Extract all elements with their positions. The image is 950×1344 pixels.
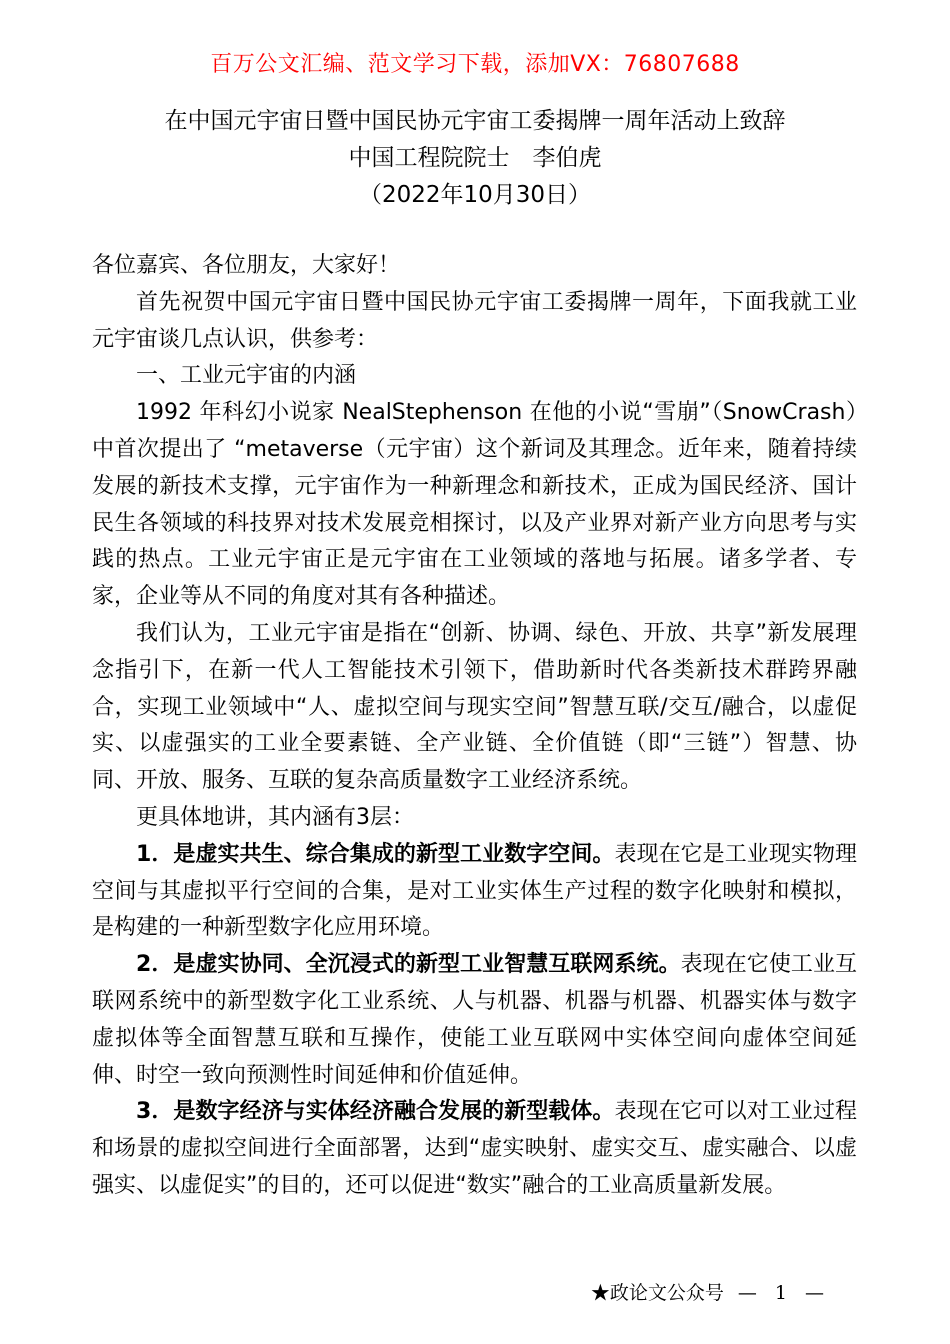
footer-brand: ★政论文公众号	[590, 1282, 724, 1304]
item-1-text: 表现在它是工业现实物理空间与其虚拟平行空间的合集，是对工业实体生产过程的数字化映射和模拟，是构建的一种新型数字化应用环境。	[92, 841, 857, 941]
document-body	[92, 248, 857, 1205]
section-heading-1: 一、工业元宇宙的内涵	[136, 363, 357, 389]
page-number: — 1 —	[737, 1282, 830, 1304]
paragraph-more-specific: 更具体地讲，其内涵有3层：	[136, 804, 414, 830]
doc-author: 中国工程院院士 李伯虎	[348, 145, 602, 171]
item-3-lead-bold: 3．是数字经济与实体经济融合发展的新型载体。	[136, 1099, 615, 1125]
title-block	[0, 103, 950, 214]
item-3-text: 表现在它可以对工业过程和场景的虚拟空间进行全面部署，达到“虚实映射、虚实交互、虚实融合、以虚强实、以虚促实”的目的，还可以促进“数实”融合的工业高质量新发展。	[92, 1099, 857, 1198]
numbered-item-1	[92, 837, 857, 947]
doc-title: 在中国元宇宙日暨中国民协元宇宙工委揭牌一周年活动上致辞	[164, 108, 786, 134]
paragraph-intro: 首先祝贺中国元宇宙日暨中国民协元宇宙工委揭牌一周年，下面我就工业元宇宙谈几点认识，供参考：	[92, 289, 857, 352]
watermark-text: 百万公文汇编、范文学习下载，添加VX：76807688	[210, 52, 740, 77]
paragraph-greeting: 各位嘉宾、各位朋友，大家好！	[92, 253, 401, 278]
item-1-lead-bold: 1．是虚实共生、综合集成的新型工业数字空间。	[136, 841, 615, 867]
paragraph-definition: 我们认为，工业元宇宙是指在“创新、协调、绿色、开放、共享”新发展理念指引下，在新一代人工智能技术引领下，借助新时代各类新技术群跨界融合，实现工业领域中“人、虚拟空间与现实空间”智慧互联/交互/融合，以虚促实、以虚强实的工业全要素链、全产业链、全价值链（即“三链”）智慧、协同、开放、服务、互联的复杂高质量数字工业经济系统。	[92, 620, 857, 794]
doc-date: （2022年10月30日）	[358, 182, 592, 208]
item-2-text: 表现在它使工业互联网系统中的新型数字化工业系统、人与机器、机器与机器、机器实体与数字虚拟体等全面智慧互联和互操作，使能工业互联网中实体空间向虚体空间延伸、时空一致向预测性时间延伸和价值延伸。	[92, 952, 857, 1088]
numbered-item-2	[92, 947, 857, 1094]
paragraph-origin: 1992 年科幻小说家 NealStephenson 在他的小说“雪崩”（SnowCrash）中首次提出了 “metaverse（元宇宙）这个新词及其理念。近年来，随着持续发展的新技术支撑，元宇宙作为一种新理念和新技术，正成为国民经济、国计民生各领域的科技界对技术发展竞相探讨，以及产业界对新产业方向思考与实践的热点。工业元宇宙正是元宇宙在工业领域的落地与拓展。诸多学者、专家，企业等从不同的角度对其有各种描述。	[92, 400, 857, 610]
footer	[591, 1280, 830, 1306]
item-2-lead-bold: 2．是虚实协同、全沉浸式的新型工业智慧互联网系统。	[136, 952, 681, 978]
numbered-item-3	[92, 1094, 857, 1204]
